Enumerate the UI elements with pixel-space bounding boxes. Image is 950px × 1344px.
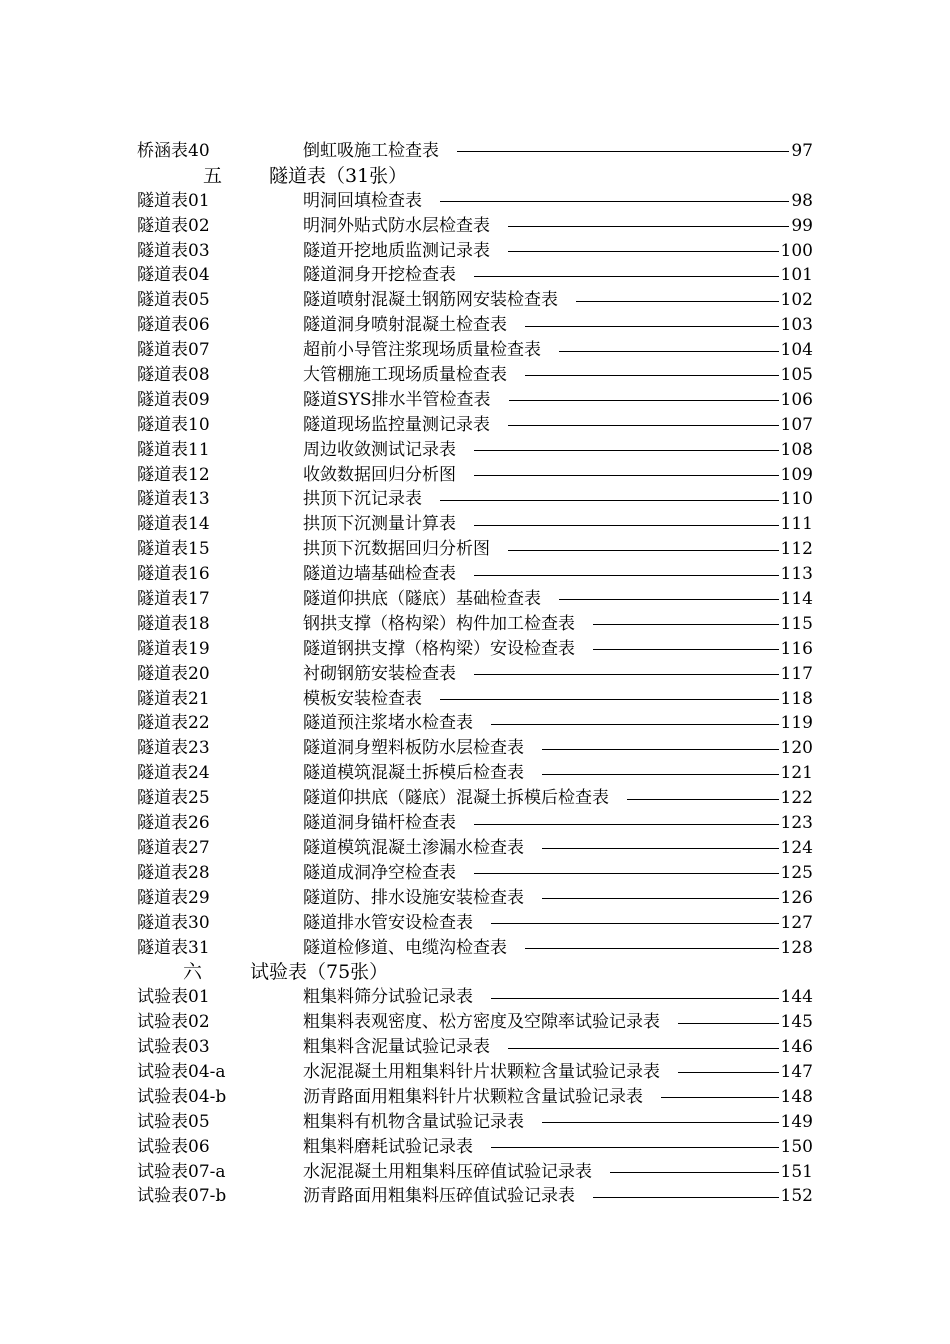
toc-entry <box>137 861 813 886</box>
entry-title: 粗集料含泥量试验记录表 <box>303 1037 490 1058</box>
entry-code: 隧道表03 <box>137 240 210 261</box>
toc-entry <box>137 562 813 587</box>
entry-code: 隧道表15 <box>137 539 210 560</box>
dot-leader <box>440 687 779 712</box>
entry-page: 106 <box>780 389 813 410</box>
section-heading-test <box>137 960 813 985</box>
toc-entry <box>137 985 813 1010</box>
entry-page: 110 <box>780 489 813 510</box>
toc-entry <box>137 1184 813 1209</box>
entry-page: 128 <box>780 937 813 958</box>
entry-code: 隧道表16 <box>137 564 210 585</box>
toc-entry <box>137 214 813 239</box>
toc-entry <box>137 786 813 811</box>
entry-page: 146 <box>780 1037 813 1058</box>
toc-entry <box>137 587 813 612</box>
entry-page: 114 <box>780 589 813 610</box>
dot-leader <box>474 263 779 288</box>
entry-page: 116 <box>780 638 813 659</box>
entry-title: 超前小导管注浆现场质量检查表 <box>303 340 541 361</box>
toc-entry <box>137 1060 813 1085</box>
toc-entry <box>137 239 813 264</box>
entry-title: 模板安装检查表 <box>303 688 422 709</box>
entry-code: 隧道表17 <box>137 589 210 610</box>
dot-leader <box>593 1184 779 1209</box>
entry-title: 隧道洞身塑料板防水层检查表 <box>303 738 524 759</box>
entry-page: 149 <box>780 1111 813 1132</box>
toc-entry <box>137 512 813 537</box>
entry-title: 隧道排水管安设检查表 <box>303 912 473 933</box>
entry-code: 隧道表23 <box>137 738 210 759</box>
entry-page: 105 <box>780 365 813 386</box>
entry-page: 152 <box>780 1186 813 1207</box>
toc-entry <box>137 687 813 712</box>
entry-page: 118 <box>780 688 813 709</box>
entry-title: 隧道防、排水设施安装检查表 <box>303 887 524 908</box>
dot-leader <box>542 886 779 911</box>
entry-page: 108 <box>780 439 813 460</box>
toc-entry <box>137 1135 813 1160</box>
entry-code: 隧道表31 <box>137 937 210 958</box>
dot-leader <box>627 786 779 811</box>
entry-page: 124 <box>780 837 813 858</box>
table-of-contents <box>137 139 813 1209</box>
entry-code: 试验表03 <box>137 1037 210 1058</box>
toc-entry <box>137 288 813 313</box>
entry-page: 117 <box>780 663 813 684</box>
entry-code: 隧道表06 <box>137 315 210 336</box>
toc-entry <box>137 886 813 911</box>
entry-title: 拱顶下沉数据回归分析图 <box>303 539 490 560</box>
toc-entry <box>137 836 813 861</box>
entry-code: 试验表07-b <box>137 1186 227 1207</box>
entry-page: 101 <box>780 265 813 286</box>
entry-title: 粗集料表观密度、松方密度及空隙率试验记录表 <box>303 1012 660 1033</box>
entry-title: 钢拱支撑（格构梁）构件加工检查表 <box>303 613 575 634</box>
toc-entry <box>137 1010 813 1035</box>
entry-code: 隧道表21 <box>137 688 210 709</box>
entry-title: 收敛数据回归分析图 <box>303 464 456 485</box>
entry-title: 隧道检修道、电缆沟检查表 <box>303 937 507 958</box>
entry-code: 隧道表26 <box>137 813 210 834</box>
entry-title: 粗集料筛分试验记录表 <box>303 987 473 1008</box>
entry-page: 100 <box>780 240 813 261</box>
entry-code: 桥涵表40 <box>137 141 210 161</box>
entry-page: 99 <box>791 215 813 236</box>
entry-title: 隧道仰拱底（隧底）基础检查表 <box>303 589 541 610</box>
dot-leader <box>508 214 789 239</box>
toc-entry <box>137 139 813 164</box>
entry-title: 沥青路面用粗集料压碎值试验记录表 <box>303 1186 575 1207</box>
dot-leader <box>440 487 779 512</box>
entry-code: 隧道表18 <box>137 613 210 634</box>
entry-code: 隧道表27 <box>137 837 210 858</box>
entry-code: 隧道表19 <box>137 638 210 659</box>
entry-title: 大管棚施工现场质量检查表 <box>303 365 507 386</box>
entry-page: 119 <box>780 713 813 734</box>
dot-leader <box>542 736 779 761</box>
entry-page: 145 <box>780 1012 813 1033</box>
dot-leader <box>457 139 789 164</box>
entry-title: 水泥混凝土用粗集料针片状颗粒含量试验记录表 <box>303 1061 660 1082</box>
dot-leader <box>474 811 779 836</box>
entry-title: 隧道洞身喷射混凝土检查表 <box>303 315 507 336</box>
toc-entry <box>137 936 813 961</box>
entry-page: 122 <box>780 788 813 809</box>
entry-title: 拱顶下沉记录表 <box>303 489 422 510</box>
entry-page: 123 <box>780 813 813 834</box>
tunnel-entries <box>137 189 813 961</box>
entry-code: 试验表06 <box>137 1136 210 1157</box>
dot-leader <box>474 861 779 886</box>
entry-title: 隧道洞身锚杆检查表 <box>303 813 456 834</box>
toc-entry <box>137 263 813 288</box>
dot-leader <box>509 388 779 413</box>
section-number: 五 <box>203 164 223 187</box>
dot-leader <box>474 662 779 687</box>
entry-code: 隧道表25 <box>137 788 210 809</box>
toc-entry <box>137 463 813 488</box>
dot-leader <box>491 711 779 736</box>
dot-leader <box>508 1035 779 1060</box>
entry-title: 隧道SYS排水半管检查表 <box>303 389 491 410</box>
entry-title: 隧道边墙基础检查表 <box>303 564 456 585</box>
entry-code: 隧道表08 <box>137 365 210 386</box>
toc-entry <box>137 662 813 687</box>
toc-entry <box>137 1110 813 1135</box>
toc-entry <box>137 338 813 363</box>
entry-page: 147 <box>780 1061 813 1082</box>
entry-title: 粗集料有机物含量试验记录表 <box>303 1111 524 1132</box>
entry-title: 周边收敛测试记录表 <box>303 439 456 460</box>
entry-page: 112 <box>780 539 813 560</box>
entry-title: 隧道开挖地质监测记录表 <box>303 240 490 261</box>
entry-title: 倒虹吸施工检查表 <box>303 141 439 161</box>
entry-code: 隧道表28 <box>137 862 210 883</box>
entry-title: 明洞回填检查表 <box>303 190 422 211</box>
toc-entry <box>137 911 813 936</box>
toc-entry <box>137 388 813 413</box>
entry-title: 隧道现场监控量测记录表 <box>303 414 490 435</box>
entry-code: 隧道表29 <box>137 887 210 908</box>
entry-title: 隧道预注浆堵水检查表 <box>303 713 473 734</box>
entry-page: 111 <box>780 514 813 535</box>
entry-page: 103 <box>780 315 813 336</box>
entry-title: 明洞外贴式防水层检查表 <box>303 215 490 236</box>
dot-leader <box>491 1135 779 1160</box>
entry-code: 隧道表04 <box>137 265 210 286</box>
toc-entry <box>137 761 813 786</box>
entry-code: 隧道表11 <box>137 439 210 460</box>
entry-title: 衬砌钢筋安装检查表 <box>303 663 456 684</box>
dot-leader <box>525 313 779 338</box>
entry-title: 隧道成洞净空检查表 <box>303 862 456 883</box>
section-number: 六 <box>183 961 203 984</box>
section-heading-tunnel <box>137 164 813 189</box>
entry-code: 试验表02 <box>137 1012 210 1033</box>
dot-leader <box>491 911 779 936</box>
section-title: 隧道表（31张） <box>269 164 408 187</box>
entry-page: 104 <box>780 340 813 361</box>
entry-code: 隧道表01 <box>137 190 210 211</box>
dot-leader <box>661 1085 779 1110</box>
dot-leader <box>542 836 779 861</box>
entry-page: 115 <box>780 613 813 634</box>
entry-code: 试验表01 <box>137 987 210 1008</box>
dot-leader <box>525 936 779 961</box>
dot-leader <box>678 1010 779 1035</box>
dot-leader <box>525 363 779 388</box>
dot-leader <box>474 438 779 463</box>
entry-page: 151 <box>780 1161 813 1182</box>
entry-code: 隧道表12 <box>137 464 210 485</box>
dot-leader <box>440 189 789 214</box>
dot-leader <box>559 587 779 612</box>
toc-entry <box>137 711 813 736</box>
entry-page: 113 <box>780 564 813 585</box>
test-entries <box>137 985 813 1209</box>
toc-entry <box>137 537 813 562</box>
entry-title: 隧道洞身开挖检查表 <box>303 265 456 286</box>
dot-leader <box>610 1160 779 1185</box>
entry-page: 102 <box>780 290 813 311</box>
entry-title: 水泥混凝土用粗集料压碎值试验记录表 <box>303 1161 592 1182</box>
dot-leader <box>508 239 779 264</box>
dot-leader <box>678 1060 779 1085</box>
entry-title: 沥青路面用粗集料针片状颗粒含量试验记录表 <box>303 1086 643 1107</box>
toc-entry <box>137 313 813 338</box>
entry-title: 隧道模筑混凝土拆模后检查表 <box>303 763 524 784</box>
dot-leader <box>474 562 779 587</box>
toc-entry <box>137 1085 813 1110</box>
entry-page: 150 <box>780 1136 813 1157</box>
entry-page: 127 <box>780 912 813 933</box>
entry-page: 109 <box>780 464 813 485</box>
entry-code: 隧道表07 <box>137 340 210 361</box>
entry-code: 隧道表02 <box>137 215 210 236</box>
entry-code: 隧道表22 <box>137 713 210 734</box>
entry-title: 隧道模筑混凝土渗漏水检查表 <box>303 837 524 858</box>
entry-page: 144 <box>780 987 813 1008</box>
entry-title: 隧道钢拱支撑（格构梁）安设检查表 <box>303 638 575 659</box>
entry-page: 126 <box>780 887 813 908</box>
entry-code: 隧道表09 <box>137 389 210 410</box>
toc-entry <box>137 438 813 463</box>
toc-entry <box>137 1035 813 1060</box>
dot-leader <box>508 537 779 562</box>
dot-leader <box>593 637 779 662</box>
entry-title: 隧道喷射混凝土钢筋网安装检查表 <box>303 290 558 311</box>
entry-code: 试验表04-b <box>137 1086 227 1107</box>
dot-leader <box>576 288 779 313</box>
dot-leader <box>542 1110 779 1135</box>
entry-code: 试验表04-a <box>137 1061 226 1082</box>
entry-code: 隧道表05 <box>137 290 210 311</box>
toc-entry <box>137 736 813 761</box>
toc-entry <box>137 637 813 662</box>
entry-page: 97 <box>791 141 813 161</box>
entry-code: 隧道表24 <box>137 763 210 784</box>
entry-page: 98 <box>791 190 813 211</box>
dot-leader <box>474 512 779 537</box>
dot-leader <box>474 463 779 488</box>
toc-entry <box>137 1160 813 1185</box>
toc-entry <box>137 189 813 214</box>
entry-title: 拱顶下沉测量计算表 <box>303 514 456 535</box>
entry-page: 148 <box>780 1086 813 1107</box>
section-title: 试验表（75张） <box>250 961 389 984</box>
toc-entry <box>137 363 813 388</box>
toc-entry <box>137 487 813 512</box>
entry-page: 125 <box>780 862 813 883</box>
dot-leader <box>508 413 779 438</box>
entry-title: 粗集料磨耗试验记录表 <box>303 1136 473 1157</box>
entry-code: 试验表07-a <box>137 1161 226 1182</box>
toc-entry <box>137 811 813 836</box>
dot-leader <box>559 338 779 363</box>
entry-code: 隧道表20 <box>137 663 210 684</box>
entry-code: 隧道表13 <box>137 489 210 510</box>
entry-code: 隧道表14 <box>137 514 210 535</box>
toc-entry <box>137 612 813 637</box>
entry-code: 隧道表10 <box>137 414 210 435</box>
entry-page: 107 <box>780 414 813 435</box>
entry-code: 隧道表30 <box>137 912 210 933</box>
entry-page: 120 <box>780 738 813 759</box>
entry-page: 121 <box>780 763 813 784</box>
toc-entry <box>137 413 813 438</box>
entry-code: 试验表05 <box>137 1111 210 1132</box>
dot-leader <box>593 612 779 637</box>
entry-title: 隧道仰拱底（隧底）混凝土拆模后检查表 <box>303 788 609 809</box>
dot-leader <box>542 761 779 786</box>
dot-leader <box>491 985 779 1010</box>
